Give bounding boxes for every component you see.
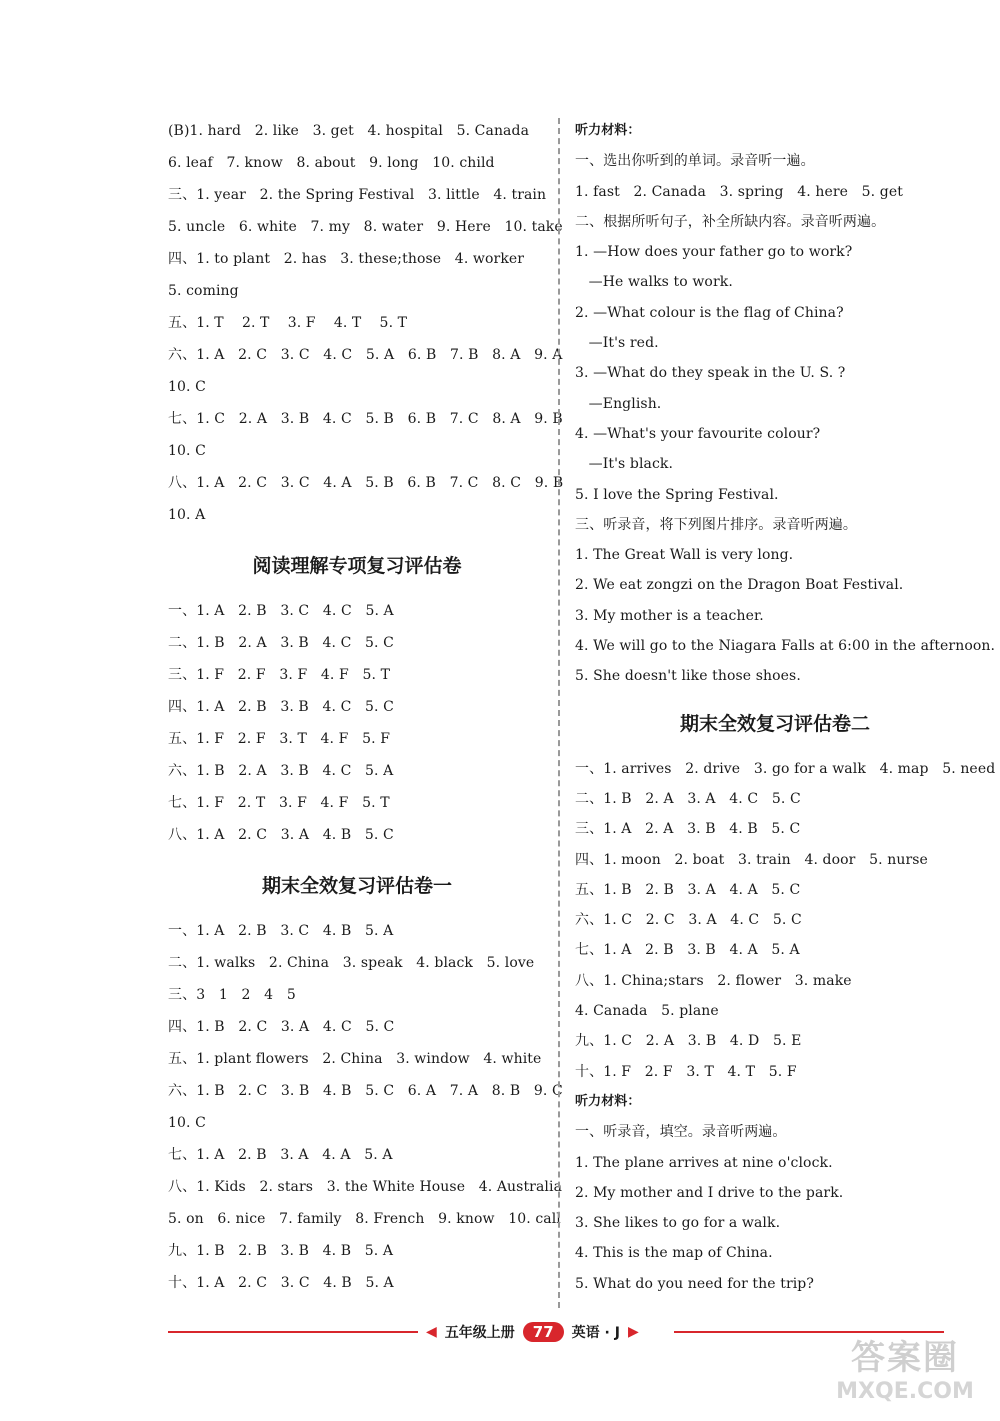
section-heading: 期末全效复习评估卷二 (679, 712, 870, 735)
answer-line: 六、1. A 2. C 3. C 4. C 5. A 6. B 7. B 8. A 9. A (168, 347, 563, 363)
watermark-logo-text: 答案圈 (851, 1338, 959, 1378)
column-divider (558, 118, 560, 1308)
answer-line: 听力材料： (575, 1093, 641, 1109)
answer-line: 1. The plane arrives at nine o'clock. (575, 1154, 833, 1171)
answer-line: 二、1. B 2. A 3. A 4. C 5. C (575, 790, 801, 807)
answer-line: 一、1. A 2. B 3. C 4. B 5. A (168, 923, 394, 939)
answer-line: 八、1. A 2. C 3. A 4. B 5. C (168, 827, 394, 843)
answer-line: 四、1. moon 2. boat 3. train 4. door 5. nurse (575, 851, 928, 868)
answer-line: 六、1. C 2. C 3. A 4. C 5. C (575, 912, 802, 929)
answer-line: 2. We eat zongzi on the Dragon Boat Festival. (575, 577, 904, 594)
answer-line: 一、选出你听到的单词。录音听一遍。 (575, 153, 815, 170)
answer-line: 1. fast 2. Canada 3. spring 4. here 5. get (575, 183, 903, 200)
answer-line: 5. on 6. nice 7. family 8. French 9. know 10. call (168, 1211, 561, 1227)
answer-line: 五、1. plant flowers 2. China 3. window 4. white (168, 1051, 542, 1067)
answer-line: 三、1. A 2. A 3. B 4. B 5. C (575, 821, 801, 838)
section-heading: 阅读理解专项复习评估卷 (252, 555, 462, 577)
answer-line: 三、听录音，将下列图片排序。录音听两遍。 (575, 516, 857, 533)
answer-line: 三、3 1 2 4 5 (168, 987, 296, 1003)
right-column (575, 118, 996, 1301)
answer-line: 10. C (168, 443, 206, 459)
answer-line: 十、1. A 2. C 3. C 4. B 5. A (168, 1275, 394, 1291)
answer-line: 七、1. C 2. A 3. B 4. C 5. B 6. B 7. C 8. A 9. B (168, 411, 563, 427)
answer-line: (B)1. hard 2. like 3. get 4. hospital 5. Canada (168, 123, 530, 139)
answer-line: 八、1. A 2. C 3. C 4. A 5. B 6. B 7. C 8. C 9. B (168, 475, 564, 491)
answer-line: 五、1. T 2. T 3. F 4. T 5. T (168, 315, 408, 331)
answer-line: —It's red. (575, 335, 659, 352)
answer-line: 三、1. year 2. the Spring Festival 3. little 4. train (168, 187, 547, 203)
answer-line: 七、1. F 2. T 3. F 4. F 5. T (168, 795, 390, 811)
answer-line: 一、1. arrives 2. drive 3. go for a walk 4. map 5. need (575, 760, 996, 777)
answer-line: 10. A (168, 507, 206, 523)
answer-line: 5. What do you need for the trip? (575, 1275, 814, 1292)
grade-label: 五年级上册 (444, 1325, 515, 1341)
answer-line: 3. —What do they speak in the U. S. ? (575, 365, 846, 382)
answer-line: 4. —What's your favourite colour? (575, 425, 821, 442)
answer-line: 六、1. B 2. A 3. B 4. C 5. A (168, 763, 394, 779)
answer-line: —English. (575, 395, 662, 412)
answer-line: 4. Canada 5. plane (575, 1003, 719, 1020)
left-column (168, 118, 564, 1302)
answer-line: 四、1. to plant 2. has 3. these;those 4. worker (168, 251, 525, 267)
arrow-right-icon: ▶ (627, 1324, 639, 1340)
answer-line: 10. C (168, 379, 206, 395)
answer-line: 10. C (168, 1115, 206, 1131)
answer-line: 5. coming (168, 283, 239, 299)
answer-line: —It's black. (575, 456, 674, 473)
answer-line: 八、1. China;stars 2. flower 3. make (575, 972, 852, 989)
answer-line: 5. I love the Spring Festival. (575, 486, 779, 503)
answer-line: 6. leaf 7. know 8. about 9. long 10. child (168, 155, 495, 171)
answer-line: 二、1. B 2. A 3. B 4. C 5. C (168, 635, 394, 651)
answer-line: 5. uncle 6. white 7. my 8. water 9. Here 10. take (168, 219, 563, 235)
answer-line: 3. My mother is a teacher. (575, 607, 764, 624)
answer-line: 二、1. walks 2. China 3. speak 4. black 5. love (168, 955, 535, 971)
answer-line: 1. —How does your father go to work? (575, 244, 853, 261)
footer-center (426, 1318, 639, 1346)
subject-label: 英语 · J (571, 1325, 620, 1341)
answer-line: 八、1. Kids 2. stars 3. the White House 4. Australia (168, 1179, 563, 1195)
watermark-url: MXQE.COM (836, 1379, 974, 1404)
answer-line: 九、1. B 2. B 3. B 4. B 5. A (168, 1243, 394, 1259)
answer-line: 听力材料： (575, 123, 641, 138)
answer-line: 2. My mother and I drive to the park. (575, 1184, 844, 1201)
answer-line: 七、1. A 2. B 3. A 4. A 5. A (168, 1147, 393, 1163)
answer-line: 1. The Great Wall is very long. (575, 547, 794, 564)
answer-line: 5. She doesn't like those shoes. (575, 668, 801, 685)
answer-line: 九、1. C 2. A 3. B 4. D 5. E (575, 1033, 802, 1050)
watermark-logo (820, 1330, 990, 1410)
answer-line: 3. She likes to go for a walk. (575, 1215, 781, 1232)
answer-line: 十、1. F 2. F 3. T 4. T 5. F (575, 1063, 797, 1080)
answer-line: 五、1. B 2. B 3. A 4. A 5. C (575, 881, 801, 898)
page-number: 77 (523, 1322, 564, 1342)
answer-line: 三、1. F 2. F 3. F 4. F 5. T (168, 667, 391, 683)
arrow-left-icon: ◀ (426, 1324, 437, 1340)
answer-line: —He walks to work. (575, 274, 733, 291)
answer-line: 一、1. A 2. B 3. C 4. C 5. A (168, 603, 394, 619)
footer-rule-left (168, 1331, 418, 1333)
answer-line: 4. This is the map of China. (575, 1245, 773, 1262)
answer-line: 七、1. A 2. B 3. B 4. A 5. A (575, 942, 800, 959)
answer-line: 二、根据所听句子，补全所缺内容。录音听两遍。 (575, 213, 886, 230)
answer-line: 2. —What colour is the flag of China? (575, 304, 844, 321)
answer-line: 四、1. B 2. C 3. A 4. C 5. C (168, 1019, 395, 1035)
answer-line: 4. We will go to the Niagara Falls at 6:00 in the afternoon. (575, 638, 996, 655)
answer-line: 五、1. F 2. F 3. T 4. F 5. F (168, 731, 391, 747)
answer-line: 一、听录音，填空。录音听两遍。 (575, 1124, 787, 1141)
section-heading: 期末全效复习评估卷一 (261, 875, 452, 897)
answer-line: 六、1. B 2. C 3. B 4. B 5. C 6. A 7. A 8. B 9. C (168, 1083, 563, 1099)
answer-line: 四、1. A 2. B 3. B 4. C 5. C (168, 699, 394, 715)
